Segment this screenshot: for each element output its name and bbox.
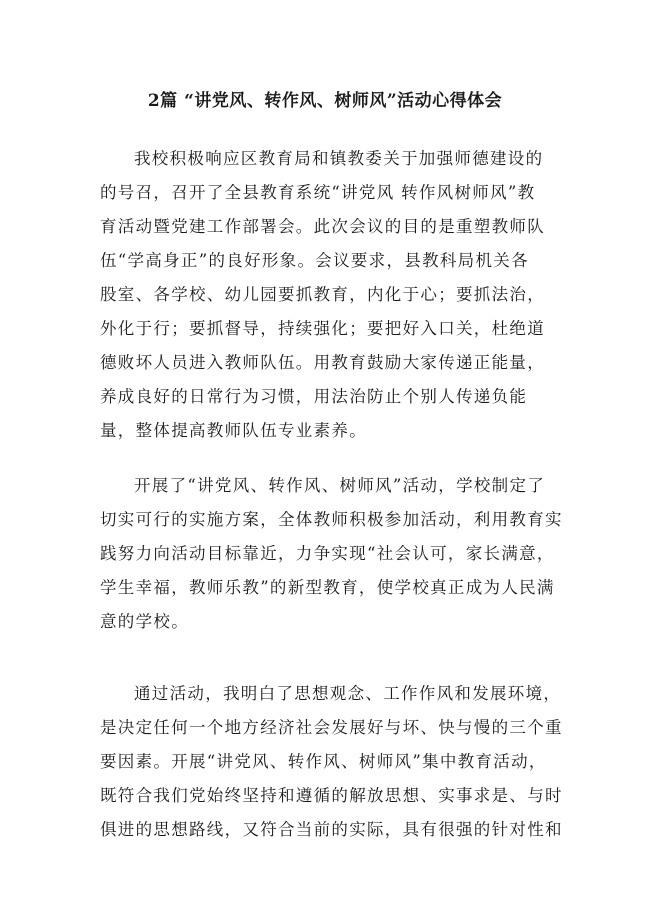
paragraph-1-line-6: 外化于行；要抓督导，持续强化；要把好入口关，杜绝道	[100, 319, 545, 338]
paragraph-1-line-4: 伍“学高身正”的良好形象。会议要求，县教科局机关各	[100, 251, 529, 270]
paragraph-3-line-5: 俱进的思想路线，又符合当前的实际，具有很强的针对性和	[100, 820, 563, 839]
paragraph-1-line-9: 量，整体提高教师队伍专业素养。	[100, 421, 367, 440]
paragraph-2-line-5: 意的学校。	[100, 612, 189, 631]
paragraph-2-line-2: 切实可行的实施方案，全体教师积极参加活动，利用教育实	[100, 510, 563, 529]
paragraph-1-line-8: 养成良好的日常行为习惯，用法治防止个别人传递负能	[100, 387, 528, 406]
paragraph-2-line-1: 开展了“讲党风、转作风、树师风”活动，学校制定了	[134, 476, 546, 495]
paragraph-3-line-3: 要因素。开展“讲党风、转作风、树师风”集中教育活动，	[100, 752, 547, 771]
paragraph-1-line-5: 股室、各学校、幼儿园要抓教育，内化于心；要抓法治，	[100, 285, 545, 304]
document-title: 2篇 “讲党风、转作风、树师风”活动心得体会	[147, 91, 503, 111]
paragraph-1-line-7: 德败坏人员进入教师队伍。用教育鼓励大家传递正能量，	[100, 353, 545, 372]
paragraph-3-line-4: 既符合我们党始终坚持和遵循的解放思想、实事求是、与时	[100, 786, 563, 805]
paragraph-1-line-2: 的号召，召开了全县教育系统“讲党风 转作风树师风”教	[100, 183, 536, 202]
paragraph-1-line-3: 育活动暨党建工作部署会。此次会议的目的是重塑教师队	[100, 217, 545, 236]
paragraph-3-line-2: 是决定任何一个地方经济社会发展好与坏、快与慢的三个重	[100, 718, 563, 737]
paragraph-2-line-3: 践努力向活动目标靠近，力争实现“社会认可，家长满意，	[100, 544, 555, 563]
paragraph-3-line-1: 通过活动，我明白了思想观念、工作作风和发展环境，	[134, 684, 562, 703]
paragraph-2-line-4: 学生幸福，教师乐教”的新型教育，使学校真正成为人民满	[100, 578, 555, 597]
paragraph-1-line-1: 我校积极响应区教育局和镇教委关于加强师德建设的	[134, 149, 544, 168]
